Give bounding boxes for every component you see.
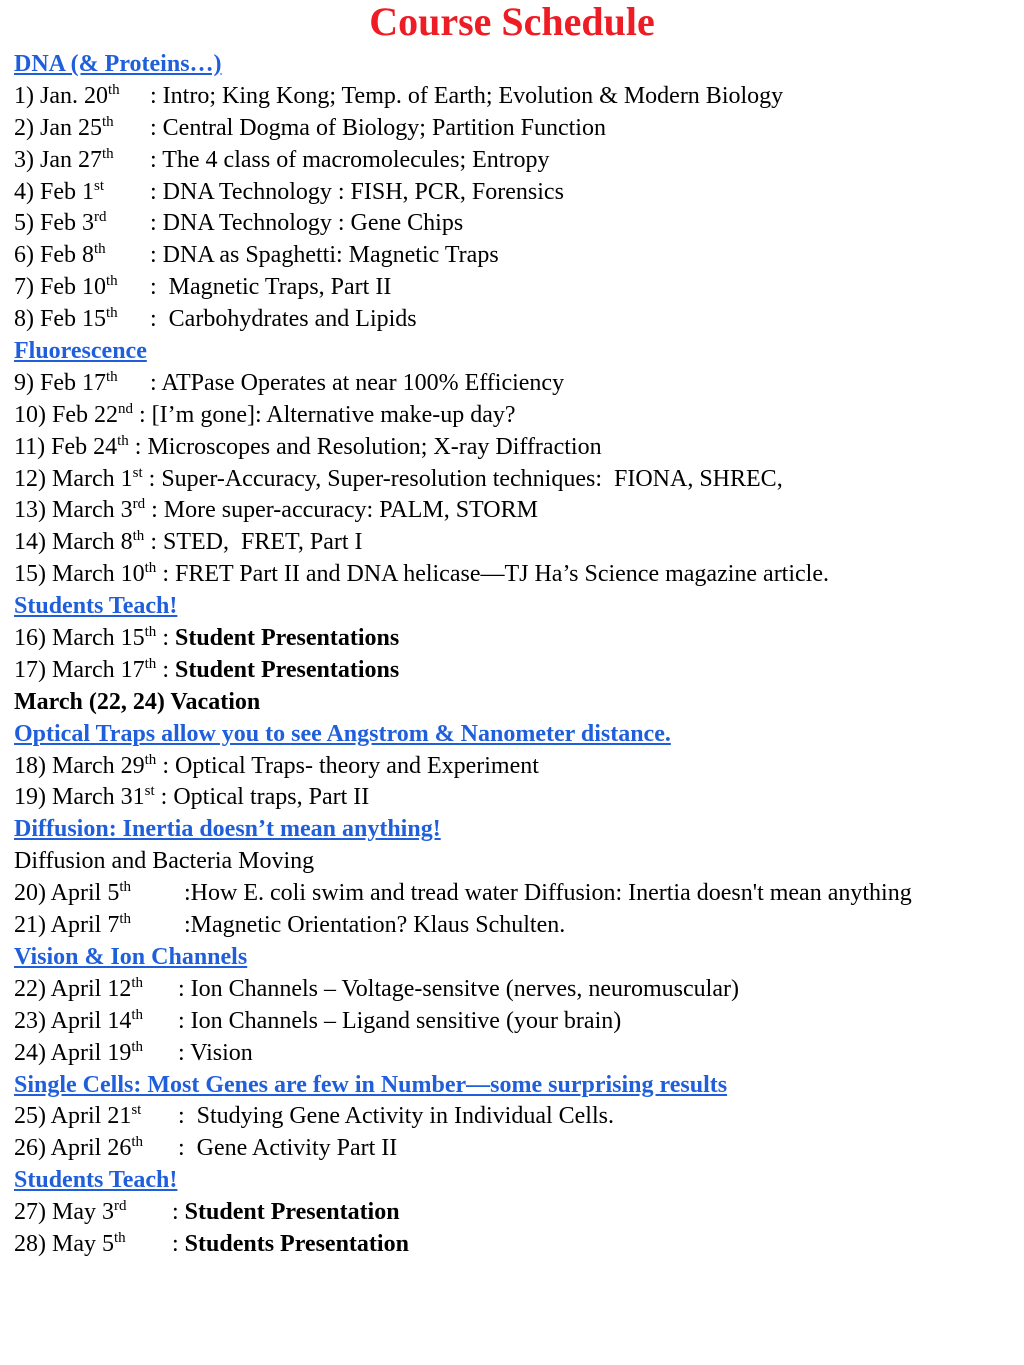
schedule-item-date — [14, 654, 156, 686]
schedule-item — [14, 1196, 1014, 1228]
section-heading — [14, 1069, 1014, 1101]
section-heading — [14, 718, 1014, 750]
schedule-item-topic: : DNA as Spaghetti: Magnetic Traps — [150, 242, 499, 269]
date-text: 23) April 14 — [14, 1007, 132, 1034]
date-ordinal-suffix: th — [106, 305, 118, 322]
date-text: 24) April 19 — [14, 1039, 132, 1066]
schedule-item-topic: : Optical Traps- theory and Experiment — [156, 752, 539, 779]
date-ordinal-suffix: th — [106, 273, 118, 290]
schedule-item-emphasis: Student Presentations — [174, 625, 400, 652]
schedule-item — [14, 367, 1014, 399]
schedule-item-date — [14, 431, 129, 463]
date-ordinal-suffix: th — [119, 911, 131, 928]
date-ordinal-suffix: nd — [118, 400, 133, 417]
schedule-item-topic: : Microscopes and Resolution; X-ray Diffraction — [128, 433, 602, 460]
schedule-item-topic: : — [172, 1199, 185, 1226]
schedule-item-topic: : DNA Technology : FISH, PCR, Forensics — [150, 178, 564, 205]
schedule-item-topic: : Central Dogma of Biology; Partition Function — [150, 114, 606, 141]
schedule-item-topic: : STED, FRET, Part I — [144, 529, 363, 556]
schedule-item-topic: : ATPase Operates at near 100% Efficiency — [150, 369, 565, 396]
schedule-item-date — [14, 463, 143, 495]
date-text: 3) Jan 27 — [14, 146, 102, 173]
section-heading — [14, 1164, 1014, 1196]
line-text: Diffusion and Bacteria Moving — [14, 848, 315, 875]
schedule-item-topic: : Gene Activity Part II — [178, 1135, 398, 1162]
schedule-item — [14, 1100, 1014, 1132]
date-text: 12) March 1 — [14, 465, 133, 492]
schedule-item — [14, 558, 1014, 590]
vacation-note — [14, 686, 1014, 718]
schedule-item-topic: : Ion Channels – Voltage-sensitve (nerves, neuromuscular) — [178, 975, 739, 1002]
schedule-list — [14, 48, 1014, 1260]
schedule-item-date — [14, 112, 150, 144]
schedule-item-emphasis: Student Presentations — [174, 656, 400, 683]
schedule-item-date — [14, 80, 150, 112]
date-text: 18) March 29 — [14, 752, 145, 779]
date-text: 13) March 3 — [14, 497, 133, 524]
date-ordinal-suffix: th — [131, 1006, 143, 1023]
date-ordinal-suffix: st — [94, 177, 105, 194]
schedule-item-date — [14, 622, 156, 654]
schedule-item-date — [14, 750, 156, 782]
section-heading-text: Vision & Ion Channels — [14, 943, 248, 970]
date-text: 19) March 31 — [14, 784, 145, 811]
schedule-item — [14, 1005, 1014, 1037]
date-ordinal-suffix: st — [144, 783, 155, 800]
schedule-item — [14, 1037, 1014, 1069]
date-text: 17) March 17 — [14, 656, 145, 683]
schedule-item — [14, 973, 1014, 1005]
schedule-item — [14, 399, 1014, 431]
schedule-item-date — [14, 1196, 172, 1228]
date-ordinal-suffix: th — [131, 1134, 143, 1151]
date-text: 27) May 3 — [14, 1199, 114, 1226]
schedule-item — [14, 1228, 1014, 1260]
schedule-item-topic: :Magnetic Orientation? Klaus Schulten. — [184, 912, 566, 939]
date-text: 26) April 26 — [14, 1135, 132, 1162]
schedule-item-date — [14, 239, 150, 271]
schedule-item-date — [14, 1100, 178, 1132]
section-heading-text: Students Teach! — [14, 593, 178, 620]
date-text: 8) Feb 15 — [14, 306, 106, 333]
date-ordinal-suffix: th — [101, 113, 114, 130]
date-ordinal-suffix: th — [107, 81, 120, 98]
schedule-item — [14, 239, 1014, 271]
date-text: 14) March 8 — [14, 529, 133, 556]
date-ordinal-suffix: th — [132, 528, 145, 545]
schedule-item — [14, 622, 1014, 654]
schedule-item-topic: : Vision — [178, 1039, 253, 1066]
date-text: 28) May 5 — [14, 1230, 114, 1257]
section-heading-text: Diffusion: Inertia doesn’t mean anything! — [14, 816, 441, 843]
date-text: 16) March 15 — [14, 625, 145, 652]
schedule-item-topic: : Studying Gene Activity in Individual Cells. — [178, 1103, 614, 1130]
schedule-item — [14, 112, 1014, 144]
schedule-item-topic: : [I’m gone]: Alternative make-up day? — [133, 401, 516, 428]
schedule-item — [14, 750, 1014, 782]
schedule-item-topic: : — [172, 1230, 185, 1257]
schedule-item-date — [14, 144, 150, 176]
section-heading — [14, 335, 1014, 367]
date-ordinal-suffix: th — [144, 655, 157, 672]
date-ordinal-suffix: th — [117, 432, 129, 449]
date-ordinal-suffix: th — [144, 624, 157, 641]
schedule-item-date — [14, 526, 144, 558]
date-ordinal-suffix: st — [132, 464, 143, 481]
schedule-item-date — [14, 207, 150, 239]
schedule-item-emphasis: Students Presentation — [184, 1230, 409, 1257]
date-text: 11) Feb 24 — [14, 433, 118, 460]
schedule-item-date — [14, 494, 145, 526]
schedule-item-date — [14, 1037, 178, 1069]
schedule-item — [14, 463, 1014, 495]
date-text: 25) April 21 — [14, 1103, 132, 1130]
schedule-item-date — [14, 1132, 178, 1164]
date-ordinal-suffix: rd — [113, 1198, 127, 1215]
schedule-item — [14, 877, 1014, 909]
date-ordinal-suffix: th — [101, 145, 114, 162]
date-text: 1) Jan. 20 — [14, 82, 108, 109]
schedule-item — [14, 80, 1014, 112]
date-text: 21) April 7 — [14, 912, 120, 939]
date-text: 22) April 12 — [14, 975, 132, 1002]
schedule-item-date — [14, 176, 150, 208]
schedule-item — [14, 654, 1014, 686]
date-text: 7) Feb 10 — [14, 274, 106, 301]
page-title: Course Schedule — [369, 0, 655, 44]
section-heading — [14, 941, 1014, 973]
date-ordinal-suffix: th — [119, 879, 131, 896]
date-ordinal-suffix: th — [113, 1229, 126, 1246]
date-ordinal-suffix: rd — [132, 496, 146, 513]
section-heading-text: Fluorescence — [14, 338, 147, 365]
schedule-item-topic: : Ion Channels – Ligand sensitive (your brain) — [178, 1007, 622, 1034]
date-ordinal-suffix: th — [94, 241, 106, 258]
date-ordinal-suffix: th — [131, 974, 143, 991]
date-text: 2) Jan 25 — [14, 114, 102, 141]
schedule-item-date — [14, 909, 184, 941]
date-text: 9) Feb 17 — [14, 369, 106, 396]
section-heading-text: Single Cells: Most Genes are few in Number—some surprising results — [14, 1071, 728, 1098]
date-ordinal-suffix: th — [131, 1038, 143, 1055]
date-ordinal-suffix: th — [144, 560, 157, 577]
section-heading-text: Students Teach! — [14, 1167, 178, 1194]
date-text: 15) March 10 — [14, 561, 145, 588]
schedule-item-topic: : — [156, 625, 175, 652]
date-text: 10) Feb 22 — [14, 401, 118, 428]
date-text: 20) April 5 — [14, 880, 120, 907]
line-text: March (22, 24) Vacation — [14, 688, 261, 715]
schedule-item-topic: : Intro; King Kong; Temp. of Earth; Evolution & Modern Biology — [150, 82, 784, 109]
schedule-item — [14, 207, 1014, 239]
schedule-item-date — [14, 558, 156, 590]
schedule-item-topic: : Super-Accuracy, Super-resolution techniques: FIONA, SHREC, — [142, 465, 783, 492]
schedule-item — [14, 144, 1014, 176]
schedule-item-date — [14, 1005, 178, 1037]
date-ordinal-suffix: th — [144, 751, 157, 768]
schedule-item — [14, 176, 1014, 208]
schedule-item — [14, 494, 1014, 526]
schedule-item — [14, 431, 1014, 463]
schedule-item-topic: : FRET Part II and DNA helicase—TJ Ha’s Science magazine article. — [156, 561, 829, 588]
section-heading — [14, 48, 1014, 80]
schedule-item-date — [14, 877, 184, 909]
date-ordinal-suffix: th — [106, 368, 118, 385]
schedule-item-topic: : DNA Technology : Gene Chips — [150, 210, 464, 237]
schedule-item-date — [14, 1228, 172, 1260]
date-ordinal-suffix: rd — [94, 209, 107, 226]
schedule-item-date — [14, 271, 150, 303]
schedule-item — [14, 303, 1014, 335]
date-text: 6) Feb 8 — [14, 242, 94, 269]
schedule-item-date — [14, 781, 155, 813]
schedule-item-topic: :How E. coli swim and tread water Diffusion: Inertia doesn't mean anything — [184, 880, 912, 907]
schedule-item — [14, 781, 1014, 813]
schedule-item — [14, 1132, 1014, 1164]
schedule-item — [14, 526, 1014, 558]
schedule-item-emphasis: Student Presentation — [184, 1199, 400, 1226]
date-ordinal-suffix: st — [131, 1102, 142, 1119]
schedule-item-topic: : Carbohydrates and Lipids — [150, 306, 417, 333]
section-heading — [14, 813, 1014, 845]
subheading-text — [14, 845, 1014, 877]
date-text: 5) Feb 3 — [14, 210, 94, 237]
schedule-item-date — [14, 973, 178, 1005]
schedule-item-topic: : More super-accuracy: PALM, STORM — [145, 497, 538, 524]
section-heading — [14, 590, 1014, 622]
schedule-item-date — [14, 399, 133, 431]
schedule-item-topic: : — [156, 656, 175, 683]
schedule-item-date — [14, 367, 150, 399]
schedule-item — [14, 271, 1014, 303]
schedule-item — [14, 909, 1014, 941]
section-heading-text: Optical Traps allow you to see Angstrom & Nanometer distance. — [14, 720, 671, 747]
schedule-item-topic: : The 4 class of macromolecules; Entropy — [150, 146, 550, 173]
schedule-item-date — [14, 303, 150, 335]
schedule-item-topic: : Magnetic Traps, Part II — [150, 274, 392, 301]
date-text: 4) Feb 1 — [14, 178, 94, 205]
schedule-item-topic: : Optical traps, Part II — [154, 784, 370, 811]
section-heading-text: DNA (& Proteins…) — [14, 51, 222, 77]
